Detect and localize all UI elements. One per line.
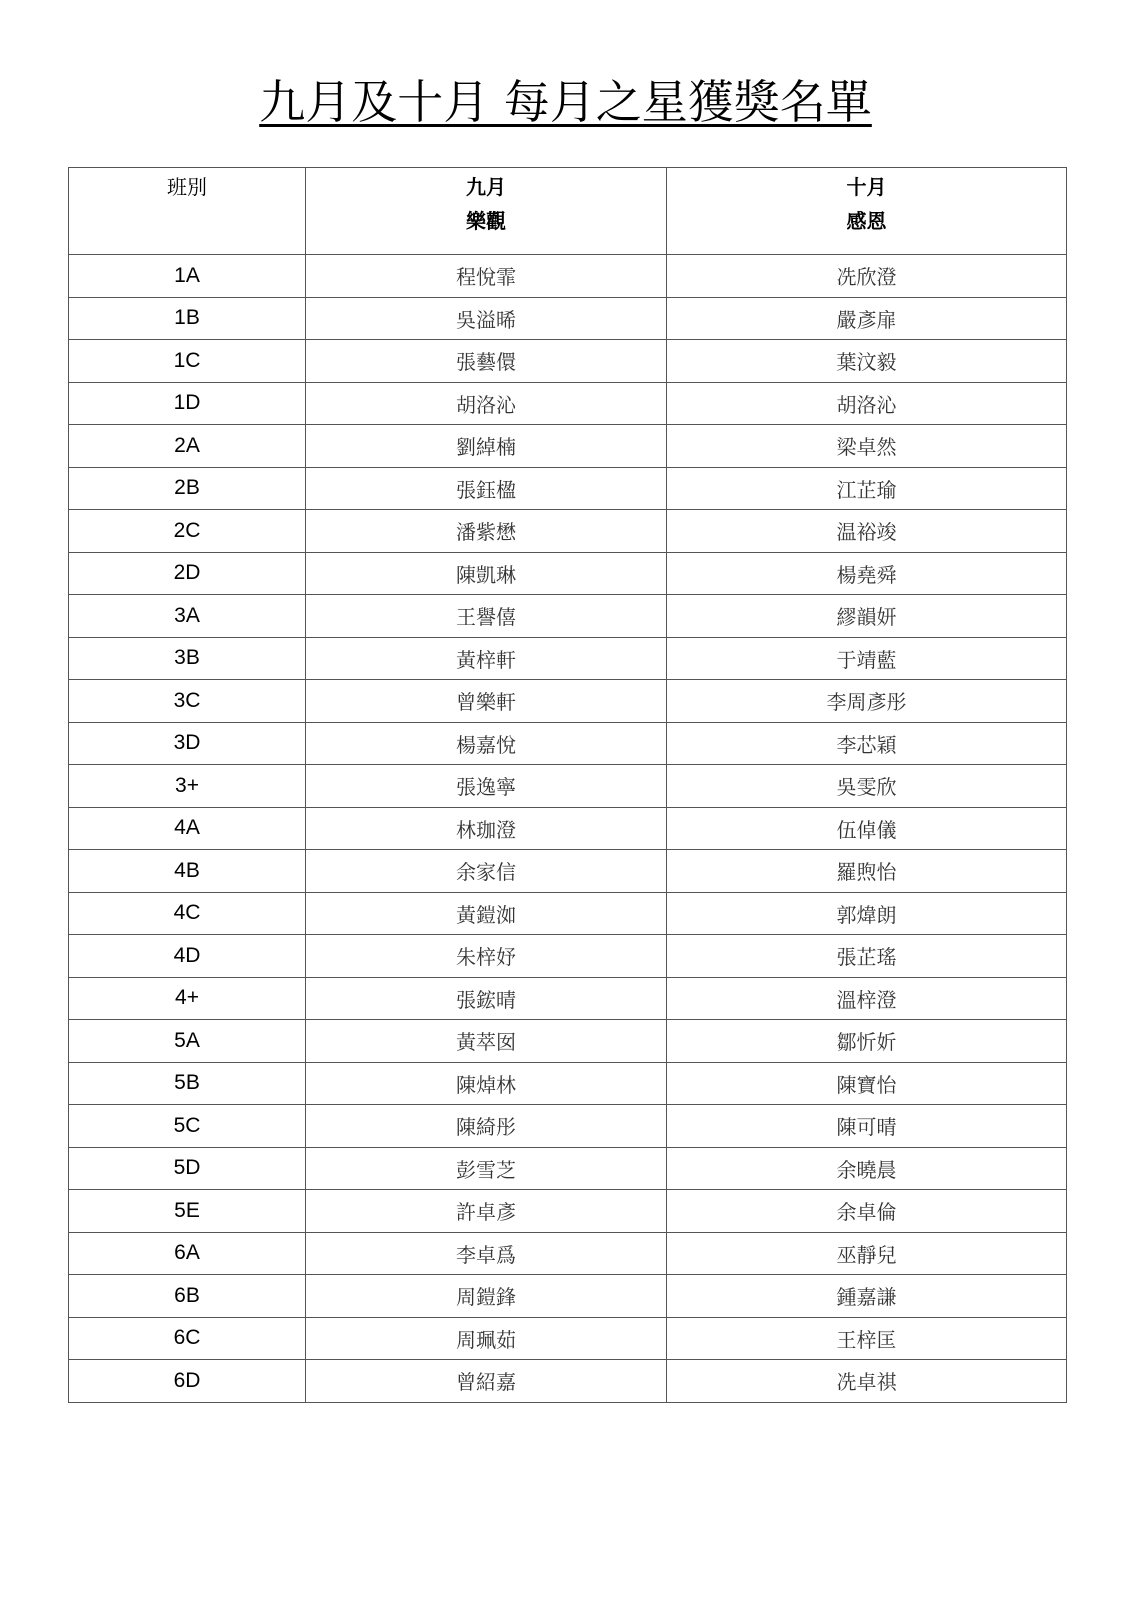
cell-october-winner: 梁卓然 — [667, 425, 1067, 468]
table-row — [69, 935, 1067, 978]
table-row — [69, 340, 1067, 383]
cell-september-winner: 黃梓軒 — [306, 637, 667, 680]
table-row — [69, 722, 1067, 765]
cell-october-winner: 溫梓澄 — [667, 977, 1067, 1020]
table-row — [69, 977, 1067, 1020]
cell-october-winner: 胡洛沁 — [667, 382, 1067, 425]
cell-september-winner: 王譽僖 — [306, 595, 667, 638]
page-title-text: 九月及十月 每月之星獲獎名單 — [259, 75, 872, 129]
cell-october-winner: 鍾嘉謙 — [667, 1275, 1067, 1318]
cell-class: 4B — [69, 850, 306, 893]
cell-september-winner: 林珈澄 — [306, 807, 667, 850]
cell-class: 5D — [69, 1147, 306, 1190]
table-row — [69, 510, 1067, 553]
cell-october-winner: 李周彥彤 — [667, 680, 1067, 723]
cell-class: 4C — [69, 892, 306, 935]
table-row — [69, 1147, 1067, 1190]
cell-class: 6C — [69, 1317, 306, 1360]
cell-october-winner: 冼欣澄 — [667, 255, 1067, 298]
cell-class: 1B — [69, 297, 306, 340]
table-row — [69, 255, 1067, 298]
cell-october-winner: 繆韻妍 — [667, 595, 1067, 638]
cell-class: 3B — [69, 637, 306, 680]
cell-october-winner: 李芯穎 — [667, 722, 1067, 765]
table-row — [69, 425, 1067, 468]
cell-october-winner: 嚴彥扉 — [667, 297, 1067, 340]
cell-october-winner: 楊堯舜 — [667, 552, 1067, 595]
header-october-month: 十月 — [846, 175, 887, 199]
table-row — [69, 382, 1067, 425]
cell-september-winner: 周鎧鋒 — [306, 1275, 667, 1318]
cell-class: 4+ — [69, 977, 306, 1020]
table-row — [69, 1020, 1067, 1063]
table-row — [69, 297, 1067, 340]
header-october-theme: 感恩 — [846, 209, 887, 233]
cell-class: 5B — [69, 1062, 306, 1105]
cell-september-winner: 陳綺彤 — [306, 1105, 667, 1148]
header-row — [69, 168, 1067, 255]
cell-october-winner: 温裕竣 — [667, 510, 1067, 553]
cell-class: 1C — [69, 340, 306, 383]
cell-class: 4A — [69, 807, 306, 850]
cell-september-winner: 楊嘉悅 — [306, 722, 667, 765]
cell-october-winner: 葉汶毅 — [667, 340, 1067, 383]
cell-class: 6B — [69, 1275, 306, 1318]
cell-october-winner: 伍倬儀 — [667, 807, 1067, 850]
table-row — [69, 1232, 1067, 1275]
table-row — [69, 807, 1067, 850]
cell-september-winner: 吳溢晞 — [306, 297, 667, 340]
cell-october-winner: 羅煦怡 — [667, 850, 1067, 893]
table-body — [69, 255, 1067, 1403]
cell-class: 3A — [69, 595, 306, 638]
cell-class: 3C — [69, 680, 306, 723]
cell-september-winner: 胡洛沁 — [306, 382, 667, 425]
cell-september-winner: 余家信 — [306, 850, 667, 893]
cell-september-winner: 張鈺楹 — [306, 467, 667, 510]
cell-september-winner: 黃鎧洳 — [306, 892, 667, 935]
cell-september-winner: 程悅霏 — [306, 255, 667, 298]
table-row — [69, 1190, 1067, 1233]
header-september-month: 九月 — [466, 175, 506, 199]
cell-october-winner: 余曉晨 — [667, 1147, 1067, 1190]
cell-october-winner: 陳寶怡 — [667, 1062, 1067, 1105]
cell-september-winner: 周珮茹 — [306, 1317, 667, 1360]
cell-october-winner: 于靖藍 — [667, 637, 1067, 680]
cell-class: 5C — [69, 1105, 306, 1148]
cell-september-winner: 曾樂軒 — [306, 680, 667, 723]
table-row — [69, 595, 1067, 638]
cell-october-winner: 冼卓祺 — [667, 1360, 1067, 1403]
table-header — [69, 168, 1067, 255]
cell-class: 2D — [69, 552, 306, 595]
cell-class: 6A — [69, 1232, 306, 1275]
table-row — [69, 1317, 1067, 1360]
cell-september-winner: 張逸寧 — [306, 765, 667, 808]
table-row — [69, 552, 1067, 595]
table-row — [69, 1105, 1067, 1148]
header-september — [306, 168, 667, 255]
cell-september-winner: 李卓爲 — [306, 1232, 667, 1275]
cell-class: 1D — [69, 382, 306, 425]
table-row — [69, 467, 1067, 510]
cell-september-winner: 彭雪芝 — [306, 1147, 667, 1190]
cell-september-winner: 陳凱琳 — [306, 552, 667, 595]
cell-class: 4D — [69, 935, 306, 978]
header-class: 班別 — [69, 168, 306, 255]
table-row — [69, 1062, 1067, 1105]
cell-september-winner: 張鋐晴 — [306, 977, 667, 1020]
cell-october-winner: 鄒忻妡 — [667, 1020, 1067, 1063]
cell-september-winner: 劉綽楠 — [306, 425, 667, 468]
cell-class: 5E — [69, 1190, 306, 1233]
cell-october-winner: 江芷瑜 — [667, 467, 1067, 510]
cell-october-winner: 陳可晴 — [667, 1105, 1067, 1148]
cell-class: 6D — [69, 1360, 306, 1403]
header-september-theme: 樂觀 — [466, 209, 506, 233]
cell-class: 3+ — [69, 765, 306, 808]
cell-september-winner: 朱梓妤 — [306, 935, 667, 978]
cell-class: 2B — [69, 467, 306, 510]
cell-september-winner: 陳焯林 — [306, 1062, 667, 1105]
table-row — [69, 680, 1067, 723]
cell-october-winner: 吳雯欣 — [667, 765, 1067, 808]
header-october — [667, 168, 1067, 255]
cell-september-winner: 潘紫懋 — [306, 510, 667, 553]
table-row — [69, 892, 1067, 935]
cell-class: 5A — [69, 1020, 306, 1063]
table-row — [69, 1360, 1067, 1403]
cell-october-winner: 巫靜兒 — [667, 1232, 1067, 1275]
cell-october-winner: 王梓匡 — [667, 1317, 1067, 1360]
cell-class: 3D — [69, 722, 306, 765]
cell-september-winner: 許卓彥 — [306, 1190, 667, 1233]
table-row — [69, 637, 1067, 680]
table-row — [69, 1275, 1067, 1318]
cell-october-winner: 余卓倫 — [667, 1190, 1067, 1233]
table-row — [69, 850, 1067, 893]
page-title — [0, 72, 1131, 132]
cell-september-winner: 張藝儇 — [306, 340, 667, 383]
cell-class: 2C — [69, 510, 306, 553]
cell-september-winner: 黃萃囡 — [306, 1020, 667, 1063]
table-row — [69, 765, 1067, 808]
cell-class: 2A — [69, 425, 306, 468]
cell-october-winner: 郭煒朗 — [667, 892, 1067, 935]
cell-class: 1A — [69, 255, 306, 298]
award-table — [68, 167, 1067, 1403]
cell-october-winner: 張芷瑤 — [667, 935, 1067, 978]
cell-september-winner: 曾紹嘉 — [306, 1360, 667, 1403]
